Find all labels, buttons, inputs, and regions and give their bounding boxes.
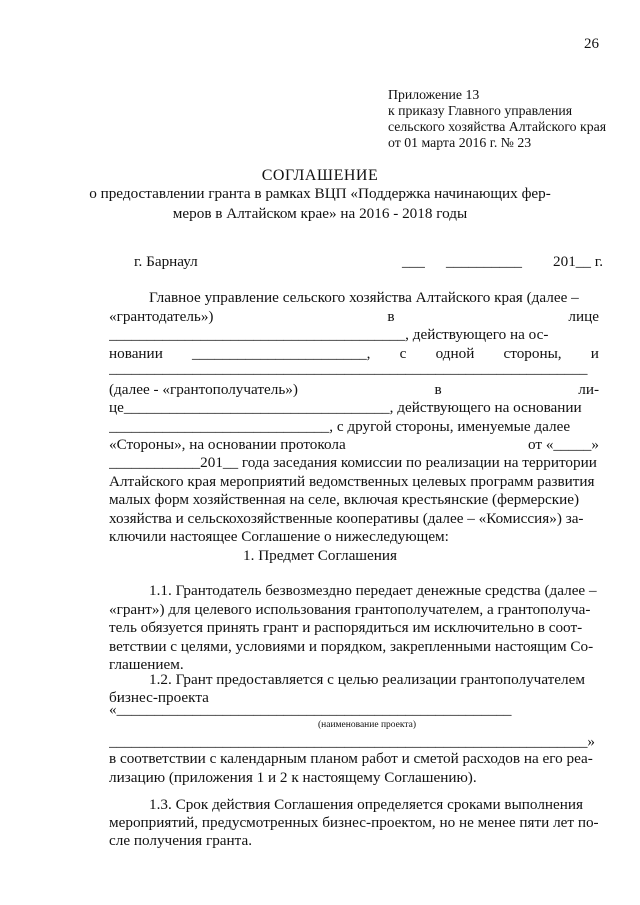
body-line: бизнес-проекта (109, 689, 209, 706)
body-line: _____________________________, с другой стороны, именуемые далее (109, 418, 571, 435)
subtitle-line: о предоставлении гранта в рамках ВЦП «Поддержка начинающих фер- (89, 185, 551, 202)
appendix-line: сельского хозяйства Алтайского края (388, 119, 607, 134)
body-line: лизацию (приложения 1 и 2 к настоящему Соглашению). (109, 769, 477, 786)
body-line: 1.3. Срок действия Соглашения определяется сроками выполнения (149, 796, 584, 813)
body-line: ____________201__ года заседания комиссии по реализации на территории (109, 454, 597, 471)
word: (далее - «грантополучатель») (109, 381, 298, 398)
subtitle-line: меров в Алтайском крае» на 2016 - 2018 годы (172, 205, 468, 222)
blank-line: _______________________________________________________________ (109, 360, 588, 377)
appendix-line: от 01 марта 2016 г. № 23 (388, 135, 532, 150)
body-line: _______________________________________, действующего на ос- (109, 326, 549, 343)
city: г. Барнаул (134, 253, 198, 270)
project-name-blank: «____________________________________________________ (109, 701, 512, 718)
body-line: Главное управление сельского хозяйства Алтайского края (далее – (149, 289, 579, 306)
date-day-blank: ___ (402, 253, 425, 270)
project-name-blank: _______________________________________________________________» (109, 733, 595, 750)
appendix-line: к приказу Главного управления (388, 103, 573, 118)
body-line: ветствии с целями, условиями и порядком, закрепленными настоящим Со- (109, 638, 594, 655)
date-year: 201__ г. (553, 253, 604, 270)
date-month-blank: __________ (446, 253, 522, 270)
body-line: ключили настоящее Соглашение о нижеследующем: (109, 528, 449, 545)
word: от «_____» (528, 436, 599, 453)
blank: _______________________, (192, 345, 371, 362)
body-line: хозяйства и сельскохозяйственные кооперативы (далее – «Комиссия») за- (109, 510, 584, 527)
word: одной (435, 345, 475, 362)
body-line (109, 381, 599, 399)
body-line (109, 308, 599, 326)
body-line: «грант») для целевого использования грантополучателем, а грантополуча- (109, 601, 591, 618)
body-line: малых форм хозяйственная на селе, включая крестьянские (фермерские) (109, 491, 580, 508)
project-name-caption: (наименование проекта) (318, 720, 417, 730)
body-line (109, 436, 599, 454)
page-number: 26 (584, 36, 599, 52)
word: «грантодатель») (109, 308, 214, 325)
word: стороны, (503, 345, 562, 362)
body-line: тель обязуется принять грант и распорядиться им исключительно в соот- (109, 619, 583, 636)
word: в (387, 308, 395, 325)
appendix-note (388, 87, 606, 151)
body-line: сле получения гранта. (109, 832, 253, 849)
document-title: СОГЛАШЕНИЕ (261, 167, 379, 184)
appendix-line: Приложение 13 (388, 87, 480, 102)
word: ли- (578, 381, 599, 398)
body-line: в соответствии с календарным планом работ и сметой расходов на его реа- (109, 750, 593, 767)
word: «Стороны», на основании протокола (109, 436, 346, 453)
body-line: 1.2. Грант предоставляется с целью реализации грантополучателем (149, 671, 585, 688)
word: лице (568, 308, 599, 325)
body-line: мероприятий, предусмотренных бизнес-проектом, но не менее пяти лет по- (109, 814, 599, 831)
document-subtitle (0, 184, 640, 224)
body-line: Алтайского края мероприятий ведомственных целевых программ развития (109, 473, 595, 490)
word: и (590, 345, 599, 362)
body-line: 1.1. Грантодатель безвозмездно передает денежные средства (далее – (149, 582, 597, 599)
body-line: глашением. (109, 656, 184, 673)
section-heading: 1. Предмет Соглашения (243, 547, 397, 564)
word: с (399, 345, 407, 362)
word: в (434, 381, 442, 398)
word: новании (109, 345, 163, 362)
body-line: це___________________________________, действующего на основании (109, 399, 582, 416)
